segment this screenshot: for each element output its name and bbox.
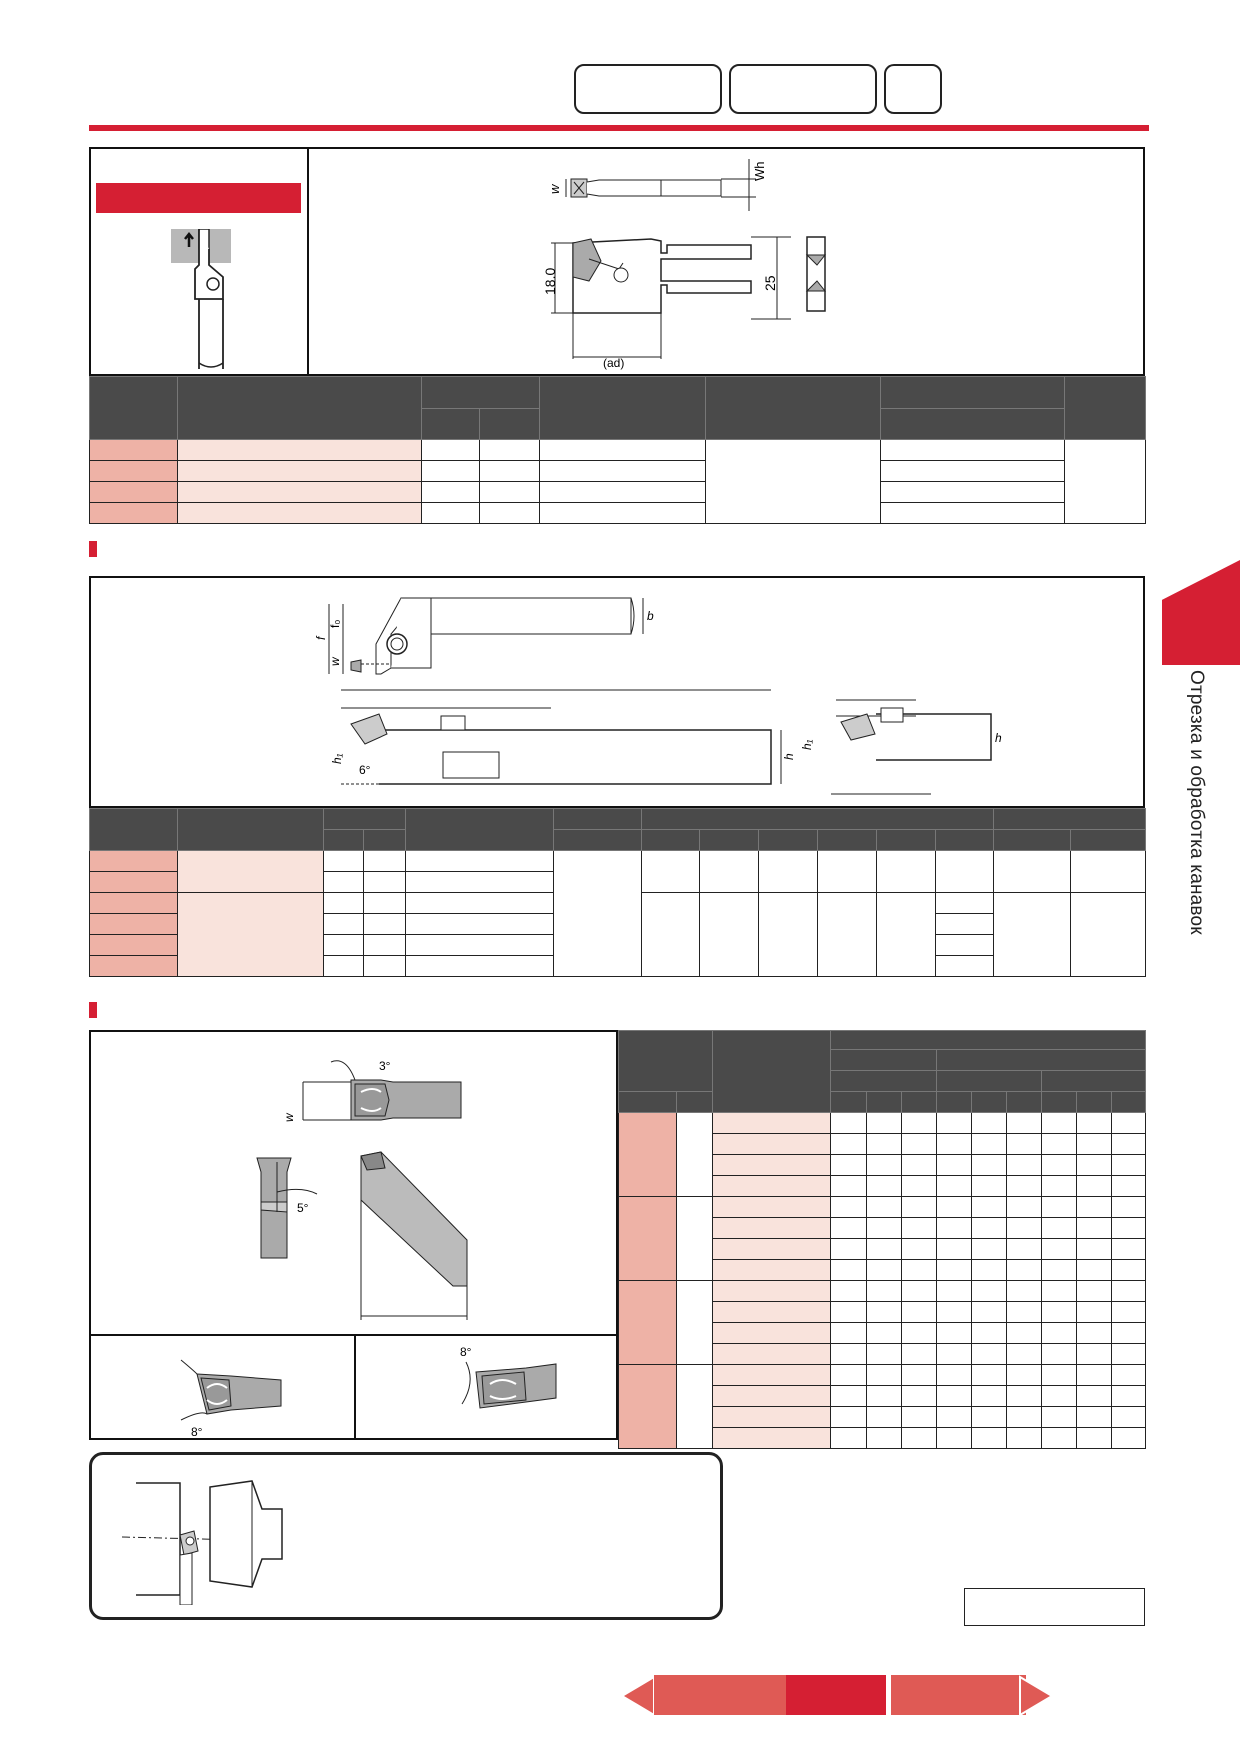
label-8deg-right: 8° <box>460 1345 472 1359</box>
table-row <box>90 503 1146 524</box>
label-6deg: 6° <box>359 763 371 777</box>
bottom-navigation <box>618 1675 1054 1717</box>
table-row <box>90 851 1146 872</box>
holder-section <box>89 147 1145 376</box>
label-b: b <box>647 609 654 623</box>
insert-right-hand-drawing <box>446 1342 576 1432</box>
blade-table <box>89 376 1146 524</box>
label-3deg: 3° <box>379 1059 391 1073</box>
label-w2: w <box>328 657 342 666</box>
insert-section <box>89 1030 618 1440</box>
label-18: 18.0 <box>542 267 558 295</box>
table-row <box>90 440 1146 461</box>
label-h1: h₁ <box>330 753 344 764</box>
holder-red-bar <box>96 183 301 213</box>
insert-drawing <box>221 1052 481 1332</box>
category-label <box>1166 670 1226 960</box>
label-wh: Wh <box>752 161 767 181</box>
arrow-right-icon[interactable] <box>1018 1675 1054 1717</box>
prev-button[interactable] <box>654 1675 798 1715</box>
label-h: h <box>782 753 796 760</box>
header-tab-2[interactable] <box>729 64 877 114</box>
label-f: f <box>314 636 328 640</box>
label-h1-right: h₁ <box>800 739 814 750</box>
table-row <box>619 1113 1146 1134</box>
label-w: w <box>547 184 562 194</box>
page-number-box <box>964 1588 1145 1626</box>
table-row <box>619 1365 1146 1386</box>
home-button[interactable] <box>786 1675 886 1715</box>
blade-holder-section <box>89 576 1145 808</box>
label-8deg-left: 8° <box>191 1425 203 1439</box>
label-f0: f₀ <box>328 619 342 628</box>
label-h-right: h <box>995 731 1002 745</box>
label-w3: w <box>282 1113 296 1122</box>
holder-table-header-row <box>90 809 1146 830</box>
label-5deg: 5° <box>297 1201 309 1215</box>
table-row <box>619 1281 1146 1302</box>
section-marker-2 <box>89 541 97 557</box>
blade-holder-drawing <box>301 584 1021 802</box>
holder-thumbnail-panel <box>91 149 309 376</box>
holder-application-icon <box>151 229 251 369</box>
header-tab-3[interactable] <box>884 64 942 114</box>
label-25: 25 <box>762 275 778 291</box>
table-row <box>90 461 1146 482</box>
arrow-left-icon[interactable] <box>618 1675 658 1717</box>
label-ad: (ad) <box>603 356 625 370</box>
holder-blade-drawing <box>511 151 871 371</box>
insert-left-hand-drawing <box>171 1350 291 1440</box>
blade-table-header-row <box>90 377 1146 409</box>
holder-table <box>89 808 1146 977</box>
table-row <box>619 1197 1146 1218</box>
header-rule <box>89 125 1149 131</box>
next-button[interactable] <box>891 1675 1026 1715</box>
section-marker-3 <box>89 1002 97 1018</box>
table-row <box>90 482 1146 503</box>
category-label-text: Отрезка и обработка канавок <box>1186 670 1207 935</box>
insert-table-header-row <box>619 1031 1146 1050</box>
insert-bottom-divider-vertical <box>354 1334 356 1440</box>
application-example-drawing <box>122 1475 302 1605</box>
header-tab-1[interactable] <box>574 64 722 114</box>
insert-table-subheader-row-3 <box>619 1092 1146 1113</box>
note-box <box>89 1452 723 1620</box>
category-tab[interactable] <box>1162 560 1240 665</box>
insert-table <box>618 1030 1146 1449</box>
